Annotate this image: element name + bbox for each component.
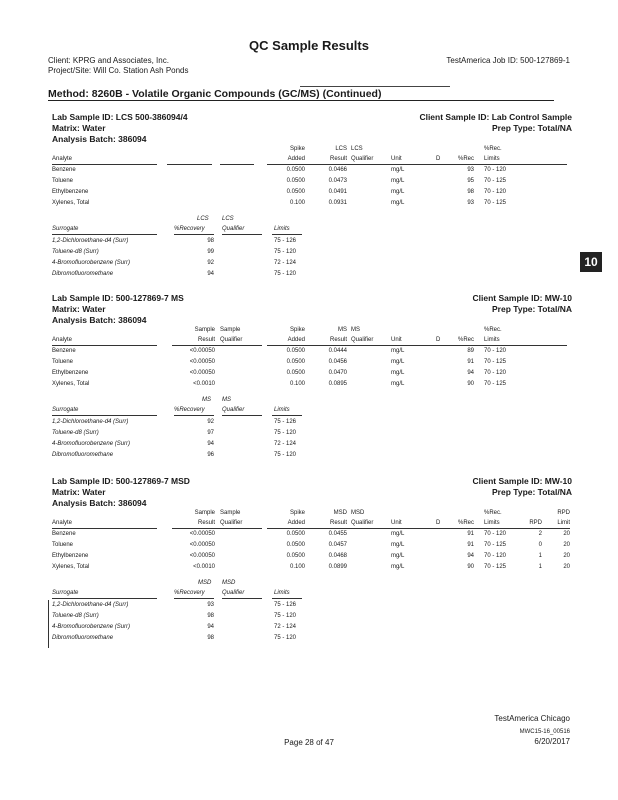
sample-result: <0.00050 <box>189 553 215 559</box>
surrogate: 1,2-Dichloroethane-d4 (Surr) <box>52 419 129 425</box>
unit: mg/L <box>391 189 405 195</box>
column-header: Result <box>197 520 215 526</box>
column-header: MSD <box>198 580 212 586</box>
spike-added: 0.0500 <box>286 553 305 559</box>
analyte: Toluene <box>52 542 74 548</box>
column-header: %Recovery <box>174 226 205 232</box>
column-header: Added <box>287 520 305 526</box>
column-header: Result <box>329 520 347 526</box>
recovery: 94 <box>207 441 214 447</box>
column-header: Limits <box>274 407 290 413</box>
rpd: 2 <box>538 531 542 537</box>
matrix: Matrix: Water <box>52 304 106 314</box>
unit: mg/L <box>391 359 405 365</box>
result: 0.0899 <box>328 564 347 570</box>
limits: 75 - 120 <box>274 271 297 277</box>
spike-added: 0.0500 <box>286 542 305 548</box>
limits: 70 - 120 <box>484 348 507 354</box>
page-number: Page 28 of 47 <box>284 738 334 747</box>
column-header: Added <box>287 337 305 343</box>
client-sample-id: Client Sample ID: Lab Control Sample <box>419 112 572 122</box>
column-header: Qualifier <box>351 337 374 343</box>
column-header: Surrogate <box>52 590 79 596</box>
surrogate: Dibromofluoromethane <box>52 271 114 277</box>
surrogate: Toluene-d8 (Surr) <box>52 430 99 436</box>
unit: mg/L <box>391 564 405 570</box>
sample-result: <0.00050 <box>189 370 215 376</box>
column-header: Sample <box>220 510 241 516</box>
result: 0.0466 <box>328 167 347 173</box>
recovery: 92 <box>207 260 214 266</box>
percent-rec: 90 <box>467 381 474 387</box>
limits: 75 - 120 <box>274 613 297 619</box>
spike-added: 0.0500 <box>286 178 305 184</box>
recovery: 98 <box>207 238 214 244</box>
column-header: LCS <box>222 216 234 222</box>
unit: mg/L <box>391 553 405 559</box>
method-heading: Method: 8260B - Volatile Organic Compounds (GC/MS) (Continued) <box>48 88 382 100</box>
prep-type: Prep Type: Total/NA <box>492 487 572 497</box>
column-header: Sample <box>194 510 215 516</box>
column-header: Qualifier <box>220 520 243 526</box>
result: 0.0456 <box>328 359 347 365</box>
percent-rec: 94 <box>467 370 474 376</box>
recovery: 98 <box>207 635 214 641</box>
lab-sample-id: Lab Sample ID: 500-127869-7 MSD <box>52 476 190 486</box>
client-name: Client: KPRG and Associates, Inc. <box>48 56 169 65</box>
unit: mg/L <box>391 167 405 173</box>
analyte: Toluene <box>52 359 74 365</box>
surrogate: Dibromofluoromethane <box>52 635 114 641</box>
analysis-batch: Analysis Batch: 386094 <box>52 134 147 144</box>
percent-rec: 91 <box>467 531 474 537</box>
column-header: Limits <box>484 337 500 343</box>
report-date: 6/20/2017 <box>534 737 570 746</box>
rpd-limit: 20 <box>563 564 570 570</box>
lab-sample-id: Lab Sample ID: 500-127869-7 MS <box>52 293 184 303</box>
surrogate: Dibromofluoromethane <box>52 452 114 458</box>
limits: 75 - 126 <box>274 238 297 244</box>
limits: 75 - 126 <box>274 419 297 425</box>
analysis-batch: Analysis Batch: 386094 <box>52 498 147 508</box>
column-header: Qualifier <box>222 590 245 596</box>
sample-result: <0.0010 <box>193 381 215 387</box>
document-id: MWC15-16_00516 <box>519 729 570 735</box>
percent-rec: 98 <box>467 189 474 195</box>
rpd: 1 <box>538 553 542 559</box>
column-header: %Rec. <box>484 510 502 516</box>
column-header: Sample <box>194 327 215 333</box>
analyte: Ethylbenzene <box>52 189 89 195</box>
divider <box>300 86 450 87</box>
result: 0.0468 <box>328 553 347 559</box>
limits: 70 - 125 <box>484 564 507 570</box>
unit: mg/L <box>391 178 405 184</box>
recovery: 97 <box>207 430 214 436</box>
spike-added: 0.0500 <box>286 348 305 354</box>
column-header: Limits <box>274 590 290 596</box>
limits: 75 - 126 <box>274 602 297 608</box>
divider <box>48 100 554 101</box>
spike-added: 0.0500 <box>286 167 305 173</box>
column-header: Sample <box>220 327 241 333</box>
matrix: Matrix: Water <box>52 487 106 497</box>
lab-name: TestAmerica Chicago <box>494 714 570 723</box>
limits: 70 - 125 <box>484 359 507 365</box>
limits: 72 - 124 <box>274 624 297 630</box>
page-title: QC Sample Results <box>249 38 369 53</box>
percent-rec: 90 <box>467 564 474 570</box>
column-header: Analyte <box>52 337 73 343</box>
column-header: Surrogate <box>52 226 79 232</box>
limits: 70 - 120 <box>484 167 507 173</box>
prep-type: Prep Type: Total/NA <box>492 304 572 314</box>
job-id: TestAmerica Job ID: 500-127869-1 <box>446 56 570 65</box>
result: 0.0931 <box>328 200 347 206</box>
unit: mg/L <box>391 542 405 548</box>
recovery: 96 <box>207 452 214 458</box>
sample-result: <0.00050 <box>189 542 215 548</box>
rpd: 0 <box>538 542 542 548</box>
rpd: 1 <box>538 564 542 570</box>
surrogate: 4-Bromofluorobenzene (Surr) <box>52 260 131 266</box>
surrogate: 1,2-Dichloroethane-d4 (Surr) <box>52 238 129 244</box>
limits: 72 - 124 <box>274 260 297 266</box>
column-header: LCS <box>197 216 209 222</box>
limits: 70 - 125 <box>484 200 507 206</box>
rpd-limit: 20 <box>563 531 570 537</box>
rpd-limit: 20 <box>563 542 570 548</box>
result: 0.0455 <box>328 531 347 537</box>
column-header: Limits <box>484 156 500 162</box>
lcs-section <box>52 112 572 287</box>
analyte: Xylenes, Total <box>52 381 90 387</box>
column-header: %Rec <box>457 156 474 162</box>
limits: 72 - 124 <box>274 441 297 447</box>
spike-added: 0.0500 <box>286 359 305 365</box>
column-header: %Rec <box>457 520 474 526</box>
surrogate: 4-Bromofluorobenzene (Surr) <box>52 441 131 447</box>
analyte: Ethylbenzene <box>52 370 89 376</box>
column-header: Limits <box>484 520 500 526</box>
ms-section <box>52 293 572 468</box>
analysis-batch: Analysis Batch: 386094 <box>52 315 147 325</box>
sample-result: <0.00050 <box>189 348 215 354</box>
surrogate: Toluene-d8 (Surr) <box>52 249 99 255</box>
surrogate: 1,2-Dichloroethane-d4 (Surr) <box>52 602 129 608</box>
limits: 70 - 120 <box>484 553 507 559</box>
surrogate: 4-Bromofluorobenzene (Surr) <box>52 624 131 630</box>
column-header: Qualifier <box>351 156 374 162</box>
result: 0.0473 <box>328 178 347 184</box>
result: 0.0491 <box>328 189 347 195</box>
limits: 70 - 120 <box>484 189 507 195</box>
percent-rec: 95 <box>467 178 474 184</box>
analyte: Benzene <box>52 531 76 537</box>
limits: 70 - 125 <box>484 381 507 387</box>
column-header: Spike <box>289 146 305 152</box>
column-header: Unit <box>391 156 402 162</box>
column-header: RPD <box>557 510 570 516</box>
client-sample-id: Client Sample ID: MW-10 <box>472 476 572 486</box>
recovery: 94 <box>207 271 214 277</box>
column-header: Analyte <box>52 156 73 162</box>
column-header: Result <box>197 337 215 343</box>
limits: 70 - 120 <box>484 531 507 537</box>
spike-added: 0.0500 <box>286 370 305 376</box>
spike-added: 0.100 <box>289 564 305 570</box>
unit: mg/L <box>391 381 405 387</box>
column-header: MS <box>222 397 231 403</box>
column-header: LCS <box>351 146 363 152</box>
column-header: MS <box>351 327 360 333</box>
column-header: Result <box>329 337 347 343</box>
column-header: Unit <box>391 337 402 343</box>
result: 0.0895 <box>328 381 347 387</box>
column-header: MS <box>202 397 211 403</box>
msd-section <box>52 476 572 656</box>
section-tab: 10 <box>580 252 602 272</box>
unit: mg/L <box>391 200 405 206</box>
spike-added: 0.0500 <box>286 531 305 537</box>
column-header: Limits <box>274 226 290 232</box>
column-header: Limit <box>557 520 570 526</box>
column-header: %Rec. <box>484 327 502 333</box>
project-site: Project/Site: Will Co. Station Ash Ponds <box>48 66 189 75</box>
analyte: Toluene <box>52 178 74 184</box>
limits: 75 - 120 <box>274 452 297 458</box>
percent-rec: 89 <box>467 348 474 354</box>
column-header: %Rec <box>457 337 474 343</box>
rpd-limit: 20 <box>563 553 570 559</box>
column-header: LCS <box>335 146 347 152</box>
column-header: MSD <box>351 510 365 516</box>
column-header: Qualifier <box>222 226 245 232</box>
percent-rec: 94 <box>467 553 474 559</box>
analyte: Benzene <box>52 167 76 173</box>
sample-result: <0.00050 <box>189 531 215 537</box>
surrogate: Toluene-d8 (Surr) <box>52 613 99 619</box>
column-header: D <box>436 337 441 343</box>
column-header: D <box>436 156 441 162</box>
analyte: Ethylbenzene <box>52 553 89 559</box>
column-header: Qualifier <box>351 520 374 526</box>
prep-type: Prep Type: Total/NA <box>492 123 572 133</box>
lab-sample-id: Lab Sample ID: LCS 500-386094/4 <box>52 112 188 122</box>
column-header: %Recovery <box>174 590 205 596</box>
analyte: Xylenes, Total <box>52 200 90 206</box>
spike-added: 0.0500 <box>286 189 305 195</box>
column-header: Spike <box>289 327 305 333</box>
sample-result: <0.0010 <box>193 564 215 570</box>
column-header: %Rec. <box>484 146 502 152</box>
column-header: Surrogate <box>52 407 79 413</box>
client-sample-id: Client Sample ID: MW-10 <box>472 293 572 303</box>
recovery: 94 <box>207 624 214 630</box>
limits: 70 - 120 <box>484 370 507 376</box>
limits: 75 - 120 <box>274 635 297 641</box>
limits: 70 - 125 <box>484 178 507 184</box>
column-header: Added <box>287 156 305 162</box>
column-header: MS <box>338 327 347 333</box>
column-header: RPD <box>529 520 542 526</box>
column-header: MSD <box>222 580 236 586</box>
percent-rec: 93 <box>467 200 474 206</box>
limits: 75 - 120 <box>274 430 297 436</box>
recovery: 98 <box>207 613 214 619</box>
recovery: 99 <box>207 249 214 255</box>
column-header: Analyte <box>52 520 73 526</box>
sample-result: <0.00050 <box>189 359 215 365</box>
result: 0.0444 <box>328 348 347 354</box>
unit: mg/L <box>391 370 405 376</box>
recovery: 92 <box>207 419 214 425</box>
column-header: D <box>436 520 441 526</box>
recovery: 93 <box>207 602 214 608</box>
spike-added: 0.100 <box>289 381 305 387</box>
column-header: Spike <box>289 510 305 516</box>
column-header: Qualifier <box>222 407 245 413</box>
column-header: Qualifier <box>220 337 243 343</box>
percent-rec: 91 <box>467 542 474 548</box>
limits: 70 - 125 <box>484 542 507 548</box>
unit: mg/L <box>391 531 405 537</box>
percent-rec: 93 <box>467 167 474 173</box>
column-header: MSD <box>333 510 347 516</box>
column-header: Result <box>329 156 347 162</box>
unit: mg/L <box>391 348 405 354</box>
analyte: Xylenes, Total <box>52 564 90 570</box>
column-header: Unit <box>391 520 402 526</box>
percent-rec: 91 <box>467 359 474 365</box>
spike-added: 0.100 <box>289 200 305 206</box>
analyte: Benzene <box>52 348 76 354</box>
column-header: %Recovery <box>174 407 205 413</box>
limits: 75 - 120 <box>274 249 297 255</box>
result: 0.0470 <box>328 370 347 376</box>
matrix: Matrix: Water <box>52 123 106 133</box>
result: 0.0457 <box>328 542 347 548</box>
